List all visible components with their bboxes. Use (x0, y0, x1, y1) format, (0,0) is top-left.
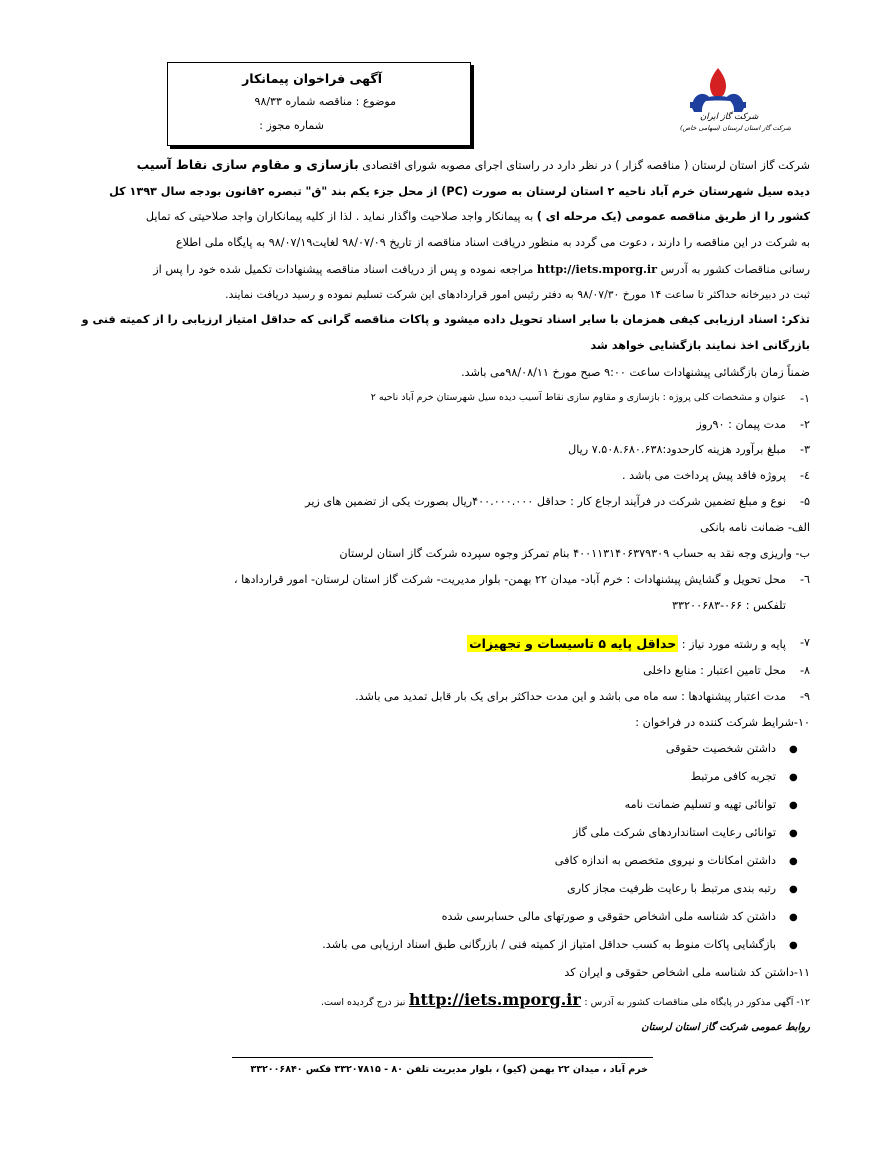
item-number: ۹- (799, 690, 810, 703)
opening-time-line: ضمناً زمان بازگشائی پیشنهادات ساعت ۹:۰۰ صبح مورخ ۹۸/۰۸/۱۱می باشد. (461, 366, 810, 379)
item-guarantee: نوع و مبلغ تضمین شرکت در فرآیند ارجاع کار : حداقل ۴۰۰.۰۰۰.۰۰۰ریال بصورت یکی از تضمین های زیر (305, 495, 786, 508)
tender-type-bold: کشور را از طریق مناقصه عمومی (یک مرحله ای ) (536, 210, 810, 223)
tender-portal-link[interactable]: http://iets.mporg.ir (536, 262, 658, 276)
portal-notice-text: ۱۲- آگهی مذکور در پایگاه ملی مناقصات کشور به آدرس : (584, 997, 810, 1008)
bullet-icon: ● (789, 772, 798, 783)
item-guarantee-option-b: ب- واریزی وجه نقد به حساب ۴۰۰۱۱۳۱۴۰۶۳۷۹۳۰۹ بنام تمرکز وجوه سپرده شرکت گاز استان لرستان (339, 547, 810, 560)
item-national-id: ۱۱-داشتن کد شناسه ملی اشخاص حقوقی و ایران کد (564, 966, 810, 979)
bullet-icon: ● (789, 856, 798, 867)
item-required-grade-label: پایه و رشته مورد نیاز : (681, 638, 786, 651)
logo-caption: شرکت گاز ایران (700, 112, 759, 122)
item-telefax: تلفکس : ۰۶۶-۳۳۲۰۰۶۸۳ (672, 599, 786, 612)
item-conditions-heading: ۱۰-شرایط شرکت کننده در فراخوان : (635, 716, 810, 729)
item-portal-notice (321, 990, 810, 1009)
item-estimated-cost: مبلغ برآورد هزینه کارحدود:۷.۵۰۸.۶۸۰.۶۳۸ ریال (568, 443, 786, 456)
item-number: ٤- (799, 469, 810, 482)
item-number: ۳- (799, 443, 810, 456)
condition-item: داشتن شخصیت حقوقی (665, 742, 776, 755)
item-number: ۷- (799, 636, 810, 649)
paragraph-line-1 (137, 157, 810, 172)
paragraph-line-6: ثبت در دبیرخانه حداکثر تا ساعت ۱۴ مورخ ۹۸/۰۷/۳۰ به دفتر رئیس امور قراردادهای این شرکت تسلیم نموده و رسید دریافت نمایند. (225, 288, 810, 301)
item-validity: مدت اعتبار پیشنهادها : سه ماه می باشد و این مدت حداکثر برای یک بار قابل تمدید می باشد. (355, 690, 786, 703)
paragraph-text: به پیمانکار واجد صلاحیت واگذار نماید . لذا از کلیه پیمانکاران واجد صلاحیتی که تمایل (145, 210, 534, 223)
condition-item: توانائی تهیه و تسلیم ضمانت نامه (624, 798, 776, 811)
notice-header-box (167, 62, 471, 146)
signature: روابط عمومی شرکت گاز استان لرستان (641, 1022, 810, 1033)
footer-divider (232, 1057, 653, 1058)
condition-item: داشتن کد شناسه ملی اشخاص حقوقی و صورتهای مالی حسابرسی شده (441, 910, 776, 923)
condition-item: بازگشایی پاکات منوط به کسب حداقل امتیاز از کمیته فنی / بازرگانی طبق اسناد ارزیابی می باشد. (322, 938, 776, 951)
bullet-icon: ● (789, 828, 798, 839)
portal-link[interactable]: http://iets.mporg.ir (408, 990, 581, 1009)
condition-item: داشتن امکانات و نیروی متخصص به اندازه کافی (554, 854, 776, 867)
notice-permit-number: شماره مجوز : (259, 119, 324, 132)
item-guarantee-option-a: الف- ضمانت نامه بانکی (700, 521, 810, 534)
paragraph-note-line-2: بازرگانی اخذ نمایند بازگشایی خواهد شد (590, 339, 810, 352)
paragraph-text: مراجعه نموده و پس از دریافت اسناد مناقصه پیشنهادات تکمیل شده خود را پس از (153, 263, 534, 276)
condition-item: توانائی رعایت استانداردهای شرکت ملی گاز (572, 826, 776, 839)
paragraph-note-line-1: تذکر: اسناد ارزیابی کیفی همزمان با سایر اسناد تحویل داده میشود و پاکات مناقصه گرانی که حداقل امتیاز ارزیابی را از کمیته فنی و (81, 313, 810, 326)
item-prepayment: پروژه فاقد پیش پرداخت می باشد . (622, 469, 786, 482)
item-required-grade (467, 636, 786, 651)
paragraph-line-5 (153, 262, 810, 276)
project-title-bold: بازسازی و مقاوم سازی نقاط آسیب (136, 157, 359, 172)
item-contract-duration: مدت پیمان : ۹۰روز (696, 418, 786, 431)
bullet-icon: ● (789, 884, 798, 895)
logo-subcaption: شرکت گاز استان لرستان (سهامی خاص) (680, 124, 792, 132)
paragraph-text: رسانی مناقصات کشور به آدرس (660, 263, 810, 276)
paragraph-line-2 (109, 185, 810, 198)
portal-notice-text: نیز درج گردیده است. (321, 997, 406, 1008)
bullet-icon: ● (789, 800, 798, 811)
item-number: ۲- (799, 418, 810, 431)
paragraph-text: دیده سیل شهرستان خرم آباد ناحیه ۲ استان لرستان به صورت (PC) از محل جزء یکم بند "ق" تبصره ۲قانون بودجه سال ۱۳۹۳ کل (109, 185, 810, 198)
notice-subject: موضوع : مناقصه شماره ۹۸/۳۳ (254, 95, 396, 108)
notice-title: آگهی فراخوان پیمانکار (242, 71, 382, 86)
item-project-title: عنوان و مشخصات کلی پروژه : بازسازی و مقاوم سازی نقاط آسیب دیده سیل شهرستان خرم آباد ناحیه ۲ (370, 392, 786, 403)
item-funding-source: محل تامین اعتبار : منابع داخلی (643, 664, 786, 677)
bullet-icon: ● (789, 744, 798, 755)
footer-address: خرم آباد ، میدان ۲۲ بهمن (کیو) ، بلوار مدیریت تلفن ۸۰ - ۳۳۲۰۷۸۱۵ فکس ۳۳۲۰۰۶۸۴۰ (250, 1064, 648, 1075)
item-delivery-location: محل تحویل و گشایش پیشنهادات : خرم آباد- میدان ۲۲ بهمن- بلوار مدیریت- شرکت گاز استان لرستان- امور قراردادها ، (234, 573, 786, 586)
bullet-icon: ● (789, 940, 798, 951)
highlighted-grade: حداقل پایه ۵ تاسیسات و تجهیزات (469, 636, 677, 651)
condition-item: رتبه بندی مرتبط با رعایت ظرفیت مجاز کاری (567, 882, 776, 895)
item-number: ۵- (799, 495, 810, 508)
paragraph-line-4: به شرکت در این مناقصه را دارند ، دعوت می گردد به منظور دریافت اسناد مناقصه از تاریخ ۹۸/۰۷/۰۹ لغایت۹۸/۰۷/۱۹ به پایگاه ملی اطلاع (175, 236, 810, 249)
item-number: ۸- (799, 664, 810, 677)
paragraph-line-3 (146, 210, 810, 223)
condition-item: تجربه کافی مرتبط (690, 770, 776, 783)
item-number: ۱- (799, 392, 810, 405)
bullet-icon: ● (789, 912, 798, 923)
paragraph-text: شرکت گاز استان لرستان ( مناقصه گزار ) در نظر دارد در راستای اجرای مصوبه شورای اقتصادی (362, 159, 810, 172)
item-number: ٦- (799, 573, 810, 586)
